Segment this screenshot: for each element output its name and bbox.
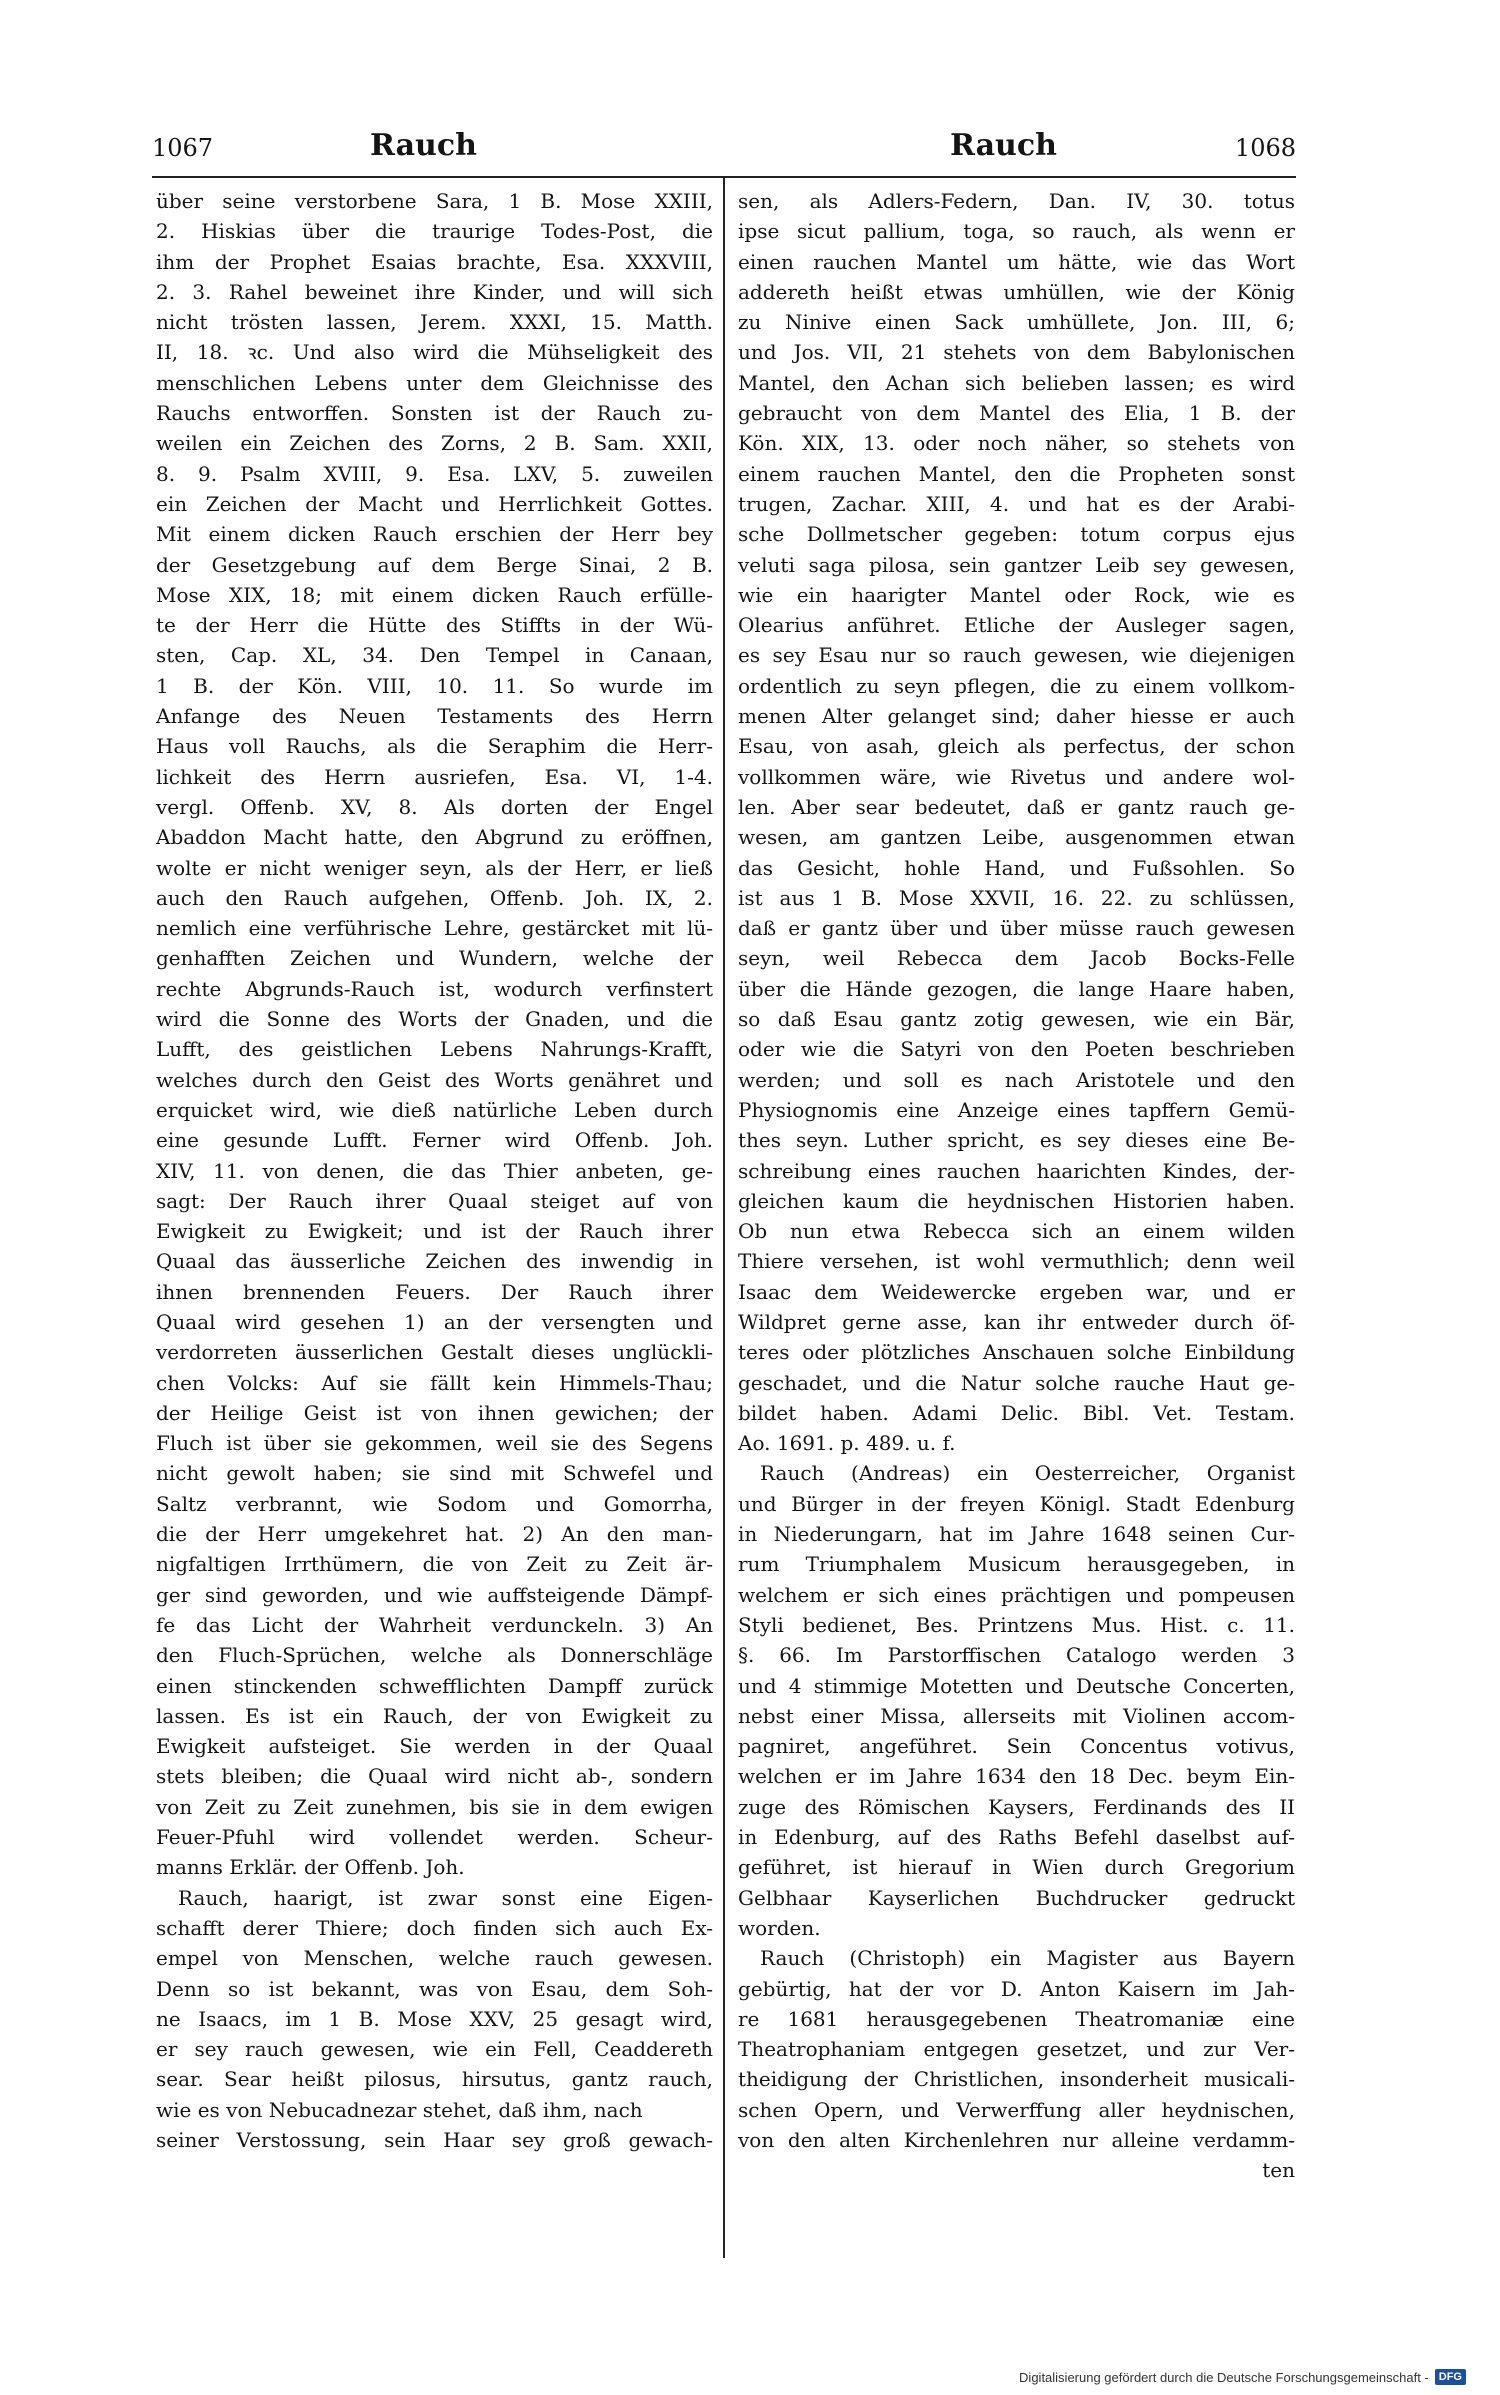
- page-number-right: 1068: [1234, 134, 1296, 162]
- text-line: ten: [1262, 2158, 1295, 2183]
- text-line: nemlich eine verführische Lehre, gestärcket mit lü-: [156, 916, 713, 941]
- text-line: ipse sicut pallium, toga, so rauch, als wenn er: [738, 219, 1295, 244]
- text-line: Abaddon Macht hatte, den Abgrund zu eröffnen,: [156, 825, 713, 850]
- text-line: trugen, Zachar. XIII, 4. und hat es der Arabi-: [738, 491, 1295, 516]
- text-line: schreibung eines rauchen haarichten Kindes, der-: [738, 1158, 1295, 1183]
- text-line: von den alten Kirchenlehren nur alleine verdamm-: [738, 2128, 1295, 2152]
- text-line: erquicket wird, wie dieß natürliche Leben durch: [156, 1097, 713, 1122]
- text-line: stets bleiben; die Quaal wird nicht ab-, sondern: [156, 1764, 713, 1789]
- text-line: welchen er im Jahre 1634 den 18 Dec. beym Ein-: [738, 1764, 1295, 1789]
- text-line: verdorreten äusserlichen Gestalt dieses unglückli-: [156, 1340, 713, 1365]
- text-line: pagniret, angeführet. Sein Concentus votivus,: [738, 1734, 1295, 1759]
- text-line: und Jos. VII, 21 stehets von dem Babylonischen: [738, 340, 1295, 365]
- text-line: Mantel, den Achan sich belieben lassen; es wird: [738, 370, 1295, 395]
- text-line: nicht trösten lassen, Jerem. XXXI, 15. Matth.: [156, 310, 713, 335]
- text-line: Kön. XIX, 13. oder noch näher, so stehets von: [738, 431, 1295, 456]
- text-line: veluti saga pilosa, sein gantzer Leib sey gewesen,: [738, 552, 1295, 577]
- text-line: ne Isaacs, im 1 B. Mose XXV, 25 gesagt wird,: [156, 2006, 713, 2031]
- text-line: schen Opern, und Verwerffung aller heydnischen,: [738, 2097, 1295, 2122]
- text-line: Anfange des Neuen Testaments des Herrn: [156, 704, 713, 729]
- text-line: ist aus 1 B. Mose XXVII, 16. 22. zu schlüssen,: [738, 885, 1295, 910]
- text-line: in Edenburg, auf des Raths Befehl daselbst auf-: [738, 1825, 1295, 1850]
- text-line: ihnen brennenden Feuers. Der Rauch ihrer: [156, 1279, 713, 1304]
- text-line: 1 B. der Kön. VIII, 10. 11. So wurde im: [156, 673, 713, 698]
- text-line: teres oder plötzliches Anschauen solche Einbildung: [738, 1340, 1295, 1365]
- text-line: der Gesetzgebung auf dem Berge Sinai, 2 B.: [156, 552, 713, 577]
- text-line: rum Triumphalem Musicum herausgegeben, in: [738, 1552, 1295, 1577]
- text-line: ein Zeichen der Macht und Herrlichkeit Gottes.: [156, 491, 713, 516]
- text-line: sen, als Adlers-Federn, Dan. IV, 30. totus: [738, 189, 1295, 213]
- text-line: schafft derer Thiere; doch finden sich auch Ex-: [156, 1915, 713, 1940]
- text-line: genhafften Zeichen und Wundern, welche der: [156, 946, 713, 971]
- text-line: weilen ein Zeichen des Zorns, 2 B. Sam. XXII,: [156, 431, 713, 456]
- text-line: er sey rauch gewesen, wie ein Fell, Ceaddereth: [156, 2037, 713, 2062]
- text-line: auch den Rauch aufgehen, Offenb. Joh. IX, 2.: [156, 885, 713, 910]
- left-column: [156, 186, 713, 2155]
- text-line: chen Volcks: Auf sie fällt kein Himmels-Thau;: [156, 1370, 713, 1395]
- text-line: gebürtig, hat der vor D. Anton Kaisern im Jah-: [738, 1976, 1295, 2001]
- text-line: sagt: Der Rauch ihrer Quaal steiget auf von: [156, 1188, 713, 1213]
- text-line: werden; und soll es nach Aristotele und den: [738, 1067, 1295, 1092]
- text-line: den Fluch-Sprüchen, welche als Donnerschläge: [156, 1643, 713, 1668]
- text-line: ordentlich zu seyn pflegen, die zu einem vollkom-: [738, 673, 1295, 698]
- text-line: Quaal das äusserliche Zeichen des inwendig in: [156, 1249, 713, 1274]
- text-line: §. 66. Im Parstorffischen Catalogo werden 3: [738, 1643, 1295, 1668]
- text-line: sear. Sear heißt pilosus, hirsutus, gantz rauch,: [156, 2067, 713, 2092]
- text-line: über seine verstorbene Sara, 1 B. Mose XXIII,: [156, 189, 713, 213]
- text-line: seiner Verstossung, sein Haar sey groß gewach-: [156, 2128, 713, 2152]
- text-line: XIV, 11. von denen, die das Thier anbeten, ge-: [156, 1158, 713, 1183]
- text-line: lichkeit des Herrn ausriefen, Esa. VI, 1-4.: [156, 764, 713, 789]
- text-line: wie es von Nebucadnezar stehet, daß ihm, nach: [156, 2097, 643, 2122]
- text-line: ger sind geworden, und wie auffsteigende Dämpf-: [156, 1582, 713, 1607]
- text-line: len. Aber sear bedeutet, daß er gantz rauch ge-: [738, 794, 1295, 819]
- text-line: Isaac dem Weidewercke ergeben war, und er: [738, 1279, 1295, 1304]
- text-line: Rauch (Andreas) ein Oesterreicher, Organist: [760, 1461, 1295, 1486]
- text-line: Mose XIX, 18; mit einem dicken Rauch erfülle-: [156, 582, 713, 607]
- text-line: einem rauchen Mantel, den die Propheten sonst: [738, 461, 1295, 486]
- text-line: Ewigkeit zu Ewigkeit; und ist der Rauch ihrer: [156, 1219, 713, 1244]
- text-line: te der Herr die Hütte des Stiffts in der Wü-: [156, 613, 713, 638]
- text-line: menen Alter gelanget sind; daher hiesse er auch: [738, 704, 1295, 729]
- text-line: nigfaltigen Irrthümern, die von Zeit zu Zeit är-: [156, 1552, 713, 1577]
- book-page: [152, 126, 1296, 2266]
- text-line: Ewigkeit aufsteiget. Sie werden in der Quaal: [156, 1734, 713, 1759]
- text-line: zuge des Römischen Kaysers, Ferdinands des II: [738, 1794, 1295, 1819]
- text-line: einen stinckenden schwefflichten Dampff zurück: [156, 1673, 713, 1698]
- digitization-footer: [1019, 2369, 1466, 2385]
- text-line: re 1681 herausgegebenen Theatromaniæ eine: [738, 2006, 1295, 2031]
- text-line: so daß Esau gantz zotig gewesen, wie ein Bär,: [738, 1007, 1295, 1032]
- text-line: Olearius anführet. Etliche der Ausleger sagen,: [738, 613, 1295, 638]
- text-line: eine gesunde Lufft. Ferner wird Offenb. Joh.: [156, 1128, 713, 1153]
- text-line: menschlichen Lebens unter dem Gleichnisse des: [156, 370, 713, 395]
- text-line: seyn, weil Rebecca dem Jacob Bocks-Felle: [738, 946, 1295, 971]
- text-line: daß er gantz über und über müsse rauch gewesen: [738, 916, 1295, 941]
- text-line: Lufft, des geistlichen Lebens Nahrungs-Krafft,: [156, 1037, 713, 1062]
- page-number-left: 1067: [152, 134, 214, 162]
- text-line: Rauch (Christoph) ein Magister aus Bayern: [760, 1946, 1295, 1971]
- text-line: welchem er sich eines prächtigen und pompeusen: [738, 1582, 1295, 1607]
- text-line: theidigung der Christlichen, insonderheit musicali-: [738, 2067, 1295, 2092]
- text-line: nebst einer Missa, allerseits mit Violinen accom-: [738, 1703, 1295, 1728]
- text-line: oder wie die Satyri von den Poeten beschrieben: [738, 1037, 1295, 1062]
- text-line: einen rauchen Mantel um hätte, wie das Wort: [738, 249, 1295, 274]
- text-line: die der Herr umgekehret hat. 2) An den man-: [156, 1522, 713, 1547]
- text-line: Mit einem dicken Rauch erschien der Herr bey: [156, 522, 713, 547]
- text-line: Wildpret gerne asse, kan ihr entweder durch öf-: [738, 1309, 1295, 1334]
- text-line: 2. 3. Rahel beweinet ihre Kinder, und will sich: [156, 279, 713, 304]
- text-line: Esau, von asah, gleich als perfectus, der schon: [738, 734, 1295, 759]
- text-line: es sey Esau nur so rauch gewesen, wie diejenigen: [738, 643, 1295, 668]
- running-head: [152, 126, 1296, 182]
- text-line: Quaal wird gesehen 1) an der versengten und: [156, 1309, 713, 1334]
- text-line: gleichen kaum die heydnischen Historien haben.: [738, 1188, 1295, 1213]
- text-line: addereth heißt etwas umhüllen, wie der König: [738, 279, 1295, 304]
- text-line: geführet, ist hierauf in Wien durch Gregorium: [738, 1855, 1295, 1880]
- text-line: II, 18. ꝛc. Und also wird die Mühseligkeit des: [156, 340, 713, 365]
- dfg-logo: DFG: [1435, 2369, 1466, 2385]
- text-line: Thiere versehen, ist wohl vermuthlich; denn weil: [738, 1249, 1295, 1274]
- text-line: Theatrophaniam entgegen gesetzet, und zur Ver-: [738, 2037, 1295, 2062]
- text-line: Physiognomis eine Anzeige eines tapffern Gemü-: [738, 1097, 1295, 1122]
- text-line: empel von Menschen, welche rauch gewesen.: [156, 1946, 713, 1971]
- text-line: Haus voll Rauchs, als die Seraphim die Herr-: [156, 734, 713, 759]
- text-line: Ao. 1691. p. 489. u. f.: [738, 1431, 956, 1456]
- text-line: von Zeit zu Zeit zunehmen, bis sie in dem ewigen: [156, 1794, 713, 1819]
- text-line: Styli bedienet, Bes. Printzens Mus. Hist. c. 11.: [738, 1612, 1295, 1637]
- text-line: wie ein haarigter Mantel oder Rock, wie es: [738, 582, 1295, 607]
- text-line: Feuer-Pfuhl wird vollendet werden. Scheur-: [156, 1825, 713, 1850]
- text-line: bildet haben. Adami Delic. Bibl. Vet. Testam.: [738, 1400, 1295, 1425]
- text-line: Saltz verbrannt, wie Sodom und Gomorrha,: [156, 1491, 713, 1516]
- text-line: sten, Cap. XL, 34. Den Tempel in Canaan,: [156, 643, 713, 668]
- text-line: Denn so ist bekannt, was von Esau, dem Soh-: [156, 1976, 713, 2001]
- text-line: welches durch den Geist des Worts genähret und: [156, 1067, 713, 1092]
- text-line: wesen, am gantzen Leibe, ausgenommen etwan: [738, 825, 1295, 850]
- text-line: sche Dollmetscher gegeben: totum corpus ejus: [738, 522, 1295, 547]
- text-line: der Heilige Geist ist von ihnen gewichen; der: [156, 1400, 713, 1425]
- text-line: 2. Hiskias über die traurige Todes-Post, die: [156, 219, 713, 244]
- head-word-left: Rauch: [370, 128, 477, 163]
- text-line: Rauchs entworffen. Sonsten ist der Rauch zu-: [156, 401, 713, 426]
- text-line: nicht gewolt haben; sie sind mit Schwefel und: [156, 1461, 713, 1486]
- text-line: rechte Abgrunds-Rauch ist, wodurch verfinstert: [156, 976, 713, 1001]
- text-line: thes seyn. Luther spricht, es sey dieses eine Be-: [738, 1128, 1295, 1153]
- right-column: [738, 186, 1295, 2186]
- text-line: Fluch ist über sie gekommen, weil sie des Segens: [156, 1431, 713, 1456]
- text-line: wird die Sonne des Worts der Gnaden, und die: [156, 1007, 713, 1032]
- text-line: über die Hände gezogen, die lange Haare haben,: [738, 976, 1295, 1001]
- text-line: manns Erklär. der Offenb. Joh.: [156, 1855, 465, 1880]
- text-line: das Gesicht, hohle Hand, und Fußsohlen. So: [738, 855, 1295, 880]
- text-line: und Bürger in der freyen Königl. Stadt Edenburg: [738, 1491, 1295, 1516]
- text-line: fe das Licht der Wahrheit verdunckeln. 3) An: [156, 1612, 713, 1637]
- text-line: 8. 9. Psalm XVIII, 9. Esa. LXV, 5. zuweilen: [156, 461, 713, 486]
- text-line: worden.: [738, 1915, 821, 1940]
- text-line: gebraucht von dem Mantel des Elia, 1 B. der: [738, 401, 1295, 426]
- text-line: zu Ninive einen Sack umhüllete, Jon. III, 6;: [738, 310, 1295, 335]
- text-line: ihm der Prophet Esaias brachte, Esa. XXXVIII,: [156, 249, 713, 274]
- text-line: vollkommen wäre, wie Rivetus und andere wol-: [738, 764, 1295, 789]
- text-line: Gelbhaar Kayserlichen Buchdrucker gedruckt: [738, 1885, 1295, 1910]
- text-line: wolte er nicht weniger seyn, als der Herr, er ließ: [156, 855, 713, 880]
- text-line: lassen. Es ist ein Rauch, der von Ewigkeit zu: [156, 1703, 713, 1728]
- text-line: Ob nun etwa Rebecca sich an einem wilden: [738, 1219, 1295, 1244]
- column-divider: [723, 176, 725, 2258]
- text-line: und 4 stimmige Motetten und Deutsche Concerten,: [738, 1673, 1295, 1698]
- head-word-right: Rauch: [950, 128, 1057, 163]
- text-line: Rauch, haarigt, ist zwar sonst eine Eigen-: [178, 1885, 713, 1910]
- text-line: geschadet, und die Natur solche rauche Haut ge-: [738, 1370, 1295, 1395]
- text-line: vergl. Offenb. XV, 8. Als dorten der Engel: [156, 794, 713, 819]
- footer-credit: Digitalisierung gefördert durch die Deutsche Forschungsgemeinschaft -: [1019, 2369, 1429, 2385]
- text-line: in Niederungarn, hat im Jahre 1648 seinen Cur-: [738, 1522, 1295, 1547]
